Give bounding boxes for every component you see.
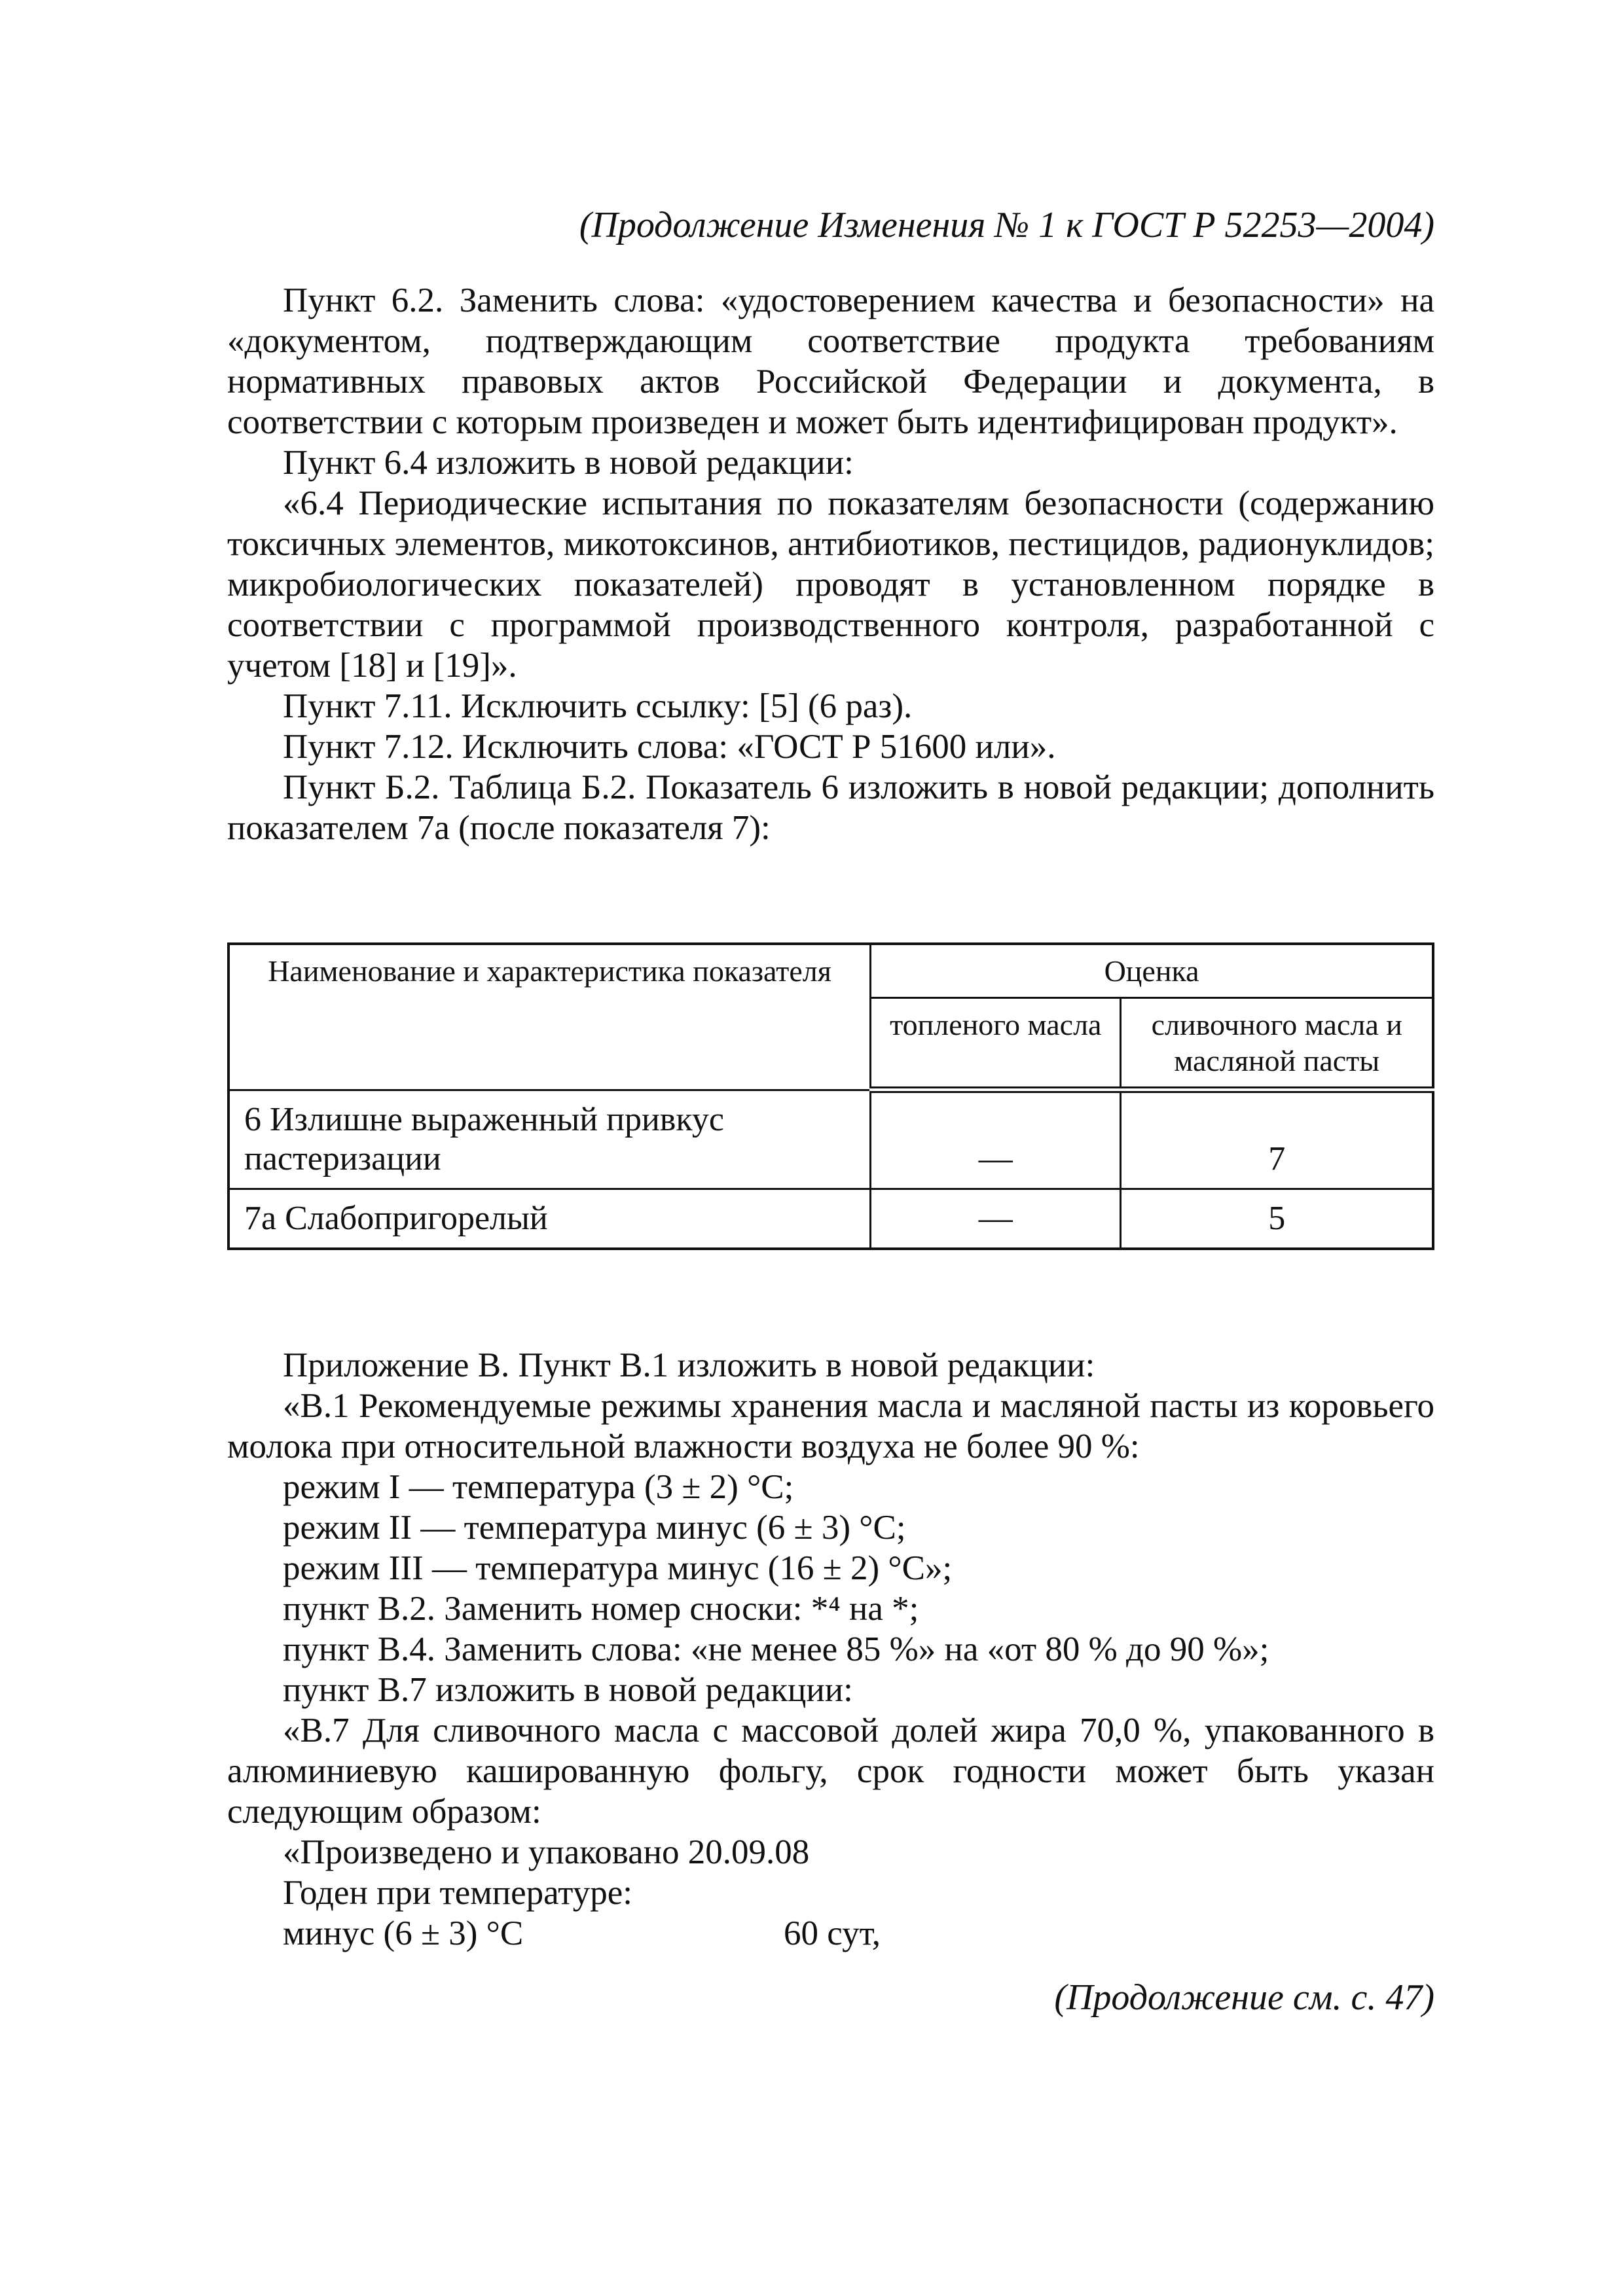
header-col1: топленого масла [871, 998, 1121, 1090]
row-value-2: 7 [1121, 1090, 1433, 1189]
text-block-bottom [227, 1345, 1434, 1954]
paragraph: пункт В.4. Заменить слова: «не менее 85 %» на «от 80 % до 90 %»; [283, 1630, 1269, 1668]
row-name: 6 Излишне выраженный привкус пастеризации [228, 1090, 871, 1189]
page-header: (Продолжение Изменения № 1 к ГОСТ Р 52253—2004) [579, 205, 1434, 245]
row-value-1: — [871, 1090, 1121, 1189]
paragraph: Пункт 7.11. Исключить ссылку: [5] (6 раз). [283, 687, 913, 725]
paragraph: Пункт 7.12. Исключить слова: «ГОСТ Р 51600 или». [283, 728, 1056, 766]
row-value-2: 5 [1121, 1189, 1433, 1249]
paragraph: «В.7 Для сливочного масла с массовой долей жира 70,0 %, упакованного в алюминиевую кашированную фольгу, срок годности может быть указан следующим образом: [227, 1712, 1434, 1831]
paragraph: пункт В.7 изложить в новой редакции: [283, 1671, 853, 1709]
header-group: Оценка [871, 944, 1433, 998]
paragraph: режим II — температура минус (6 ± 3) °С; [283, 1509, 906, 1547]
paragraph: Годен при температуре: [283, 1874, 633, 1912]
paragraph: режим I — температура (3 ± 2) °С; [283, 1468, 794, 1506]
paragraph: пункт В.2. Заменить номер сноски: *⁴ на *; [283, 1590, 919, 1628]
table-row [228, 1090, 1433, 1189]
paragraph: Пункт Б.2. Таблица Б.2. Показатель 6 изложить в новой редакции; дополнить показателем 7а (после показателя 7): [227, 768, 1434, 847]
shelf-life: 60 сут, [784, 1914, 881, 1952]
temperature-condition: минус (6 ± 3) °С [283, 1914, 524, 1952]
paragraph: Приложение В. Пункт В.1 изложить в новой редакции: [283, 1346, 1095, 1384]
indicator-table [227, 942, 1434, 1250]
page-footer: (Продолжение см. с. 47) [1054, 1977, 1434, 2018]
paragraph: режим III — температура минус (16 ± 2) °С»; [283, 1549, 953, 1587]
text-block-top [227, 280, 1434, 848]
row-value-1: — [871, 1189, 1121, 1249]
header-col2: сливочного масла и масляной пасты [1121, 998, 1433, 1090]
temperature-line [227, 1913, 1434, 1954]
paragraph: «В.1 Рекомендуемые режимы хранения масла и масляной пасты из коровьего молока при относительной влажности воздуха не более 90 %: [227, 1387, 1434, 1465]
paragraph: «6.4 Периодические испытания по показателям безопасности (содержанию токсичных элементов, микотоксинов, антибиотиков, пестицидов, радионуклидов; микробиологических показателей) проводят в установленном порядке в соответствии с программой производственного контроля, разработанной с учетом [18] и [19]». [227, 484, 1434, 685]
row-name: 7а Слабопригорелый [228, 1189, 871, 1249]
table-row [228, 1189, 1433, 1249]
paragraph: Пункт 6.2. Заменить слова: «удостоверением качества и безопасности» на «документом, подтверждающим соответствие продукта требованиям нормативных правовых актов Российской Федерации и документа, в соответствии с которым произведен и может быть идентифицирован продукт». [227, 281, 1434, 441]
header-name: Наименование и характеристика показателя [228, 944, 871, 1090]
paragraph: Пункт 6.4 изложить в новой редакции: [283, 444, 854, 482]
paragraph: «Произведено и упаковано 20.09.08 [283, 1833, 810, 1871]
